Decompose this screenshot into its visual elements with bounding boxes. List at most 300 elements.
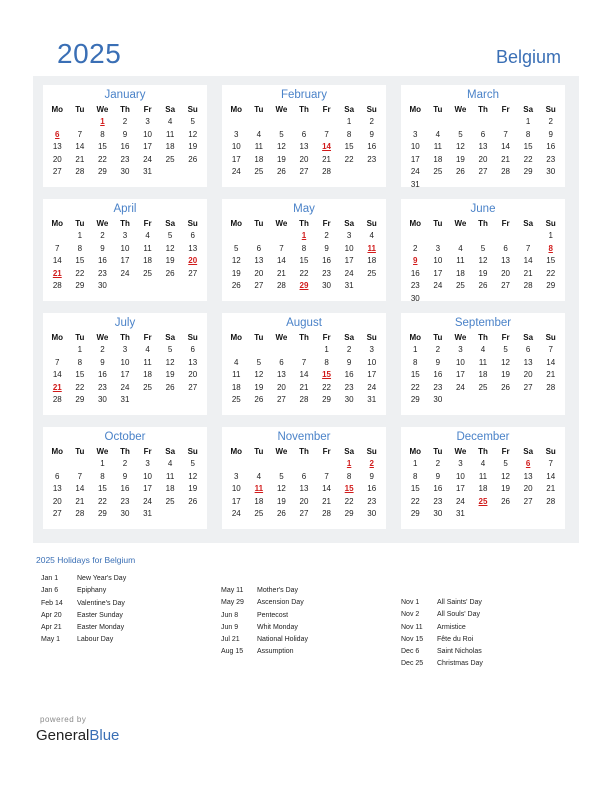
holiday-day-cell: 9 [413, 256, 418, 265]
day-cell: 4 [256, 129, 262, 139]
day-cell: 23 [433, 496, 443, 506]
day-cell: 3 [234, 471, 239, 481]
day-cell: 21 [523, 268, 533, 278]
holiday-day-cell: 14 [322, 142, 332, 151]
day-cell: 14 [322, 484, 332, 493]
day-cell: 19 [188, 484, 198, 493]
day-cell: 22 [97, 496, 107, 506]
weekday-header: Tu [433, 333, 443, 342]
day-cell: 26 [165, 268, 175, 278]
holiday-row [221, 597, 308, 609]
day-cell: 9 [122, 129, 128, 139]
day-cell: 12 [501, 471, 511, 481]
day-cell: 2 [435, 459, 441, 468]
weekday-header: Fr [501, 219, 510, 228]
day-cell: 27 [299, 167, 309, 176]
day-cell: 6 [256, 243, 262, 253]
day-cell: 3 [458, 345, 463, 354]
day-cell: 2 [100, 231, 105, 240]
day-cell: 29 [322, 395, 332, 404]
day-cell: 16 [120, 142, 130, 151]
day-cell: 23 [120, 496, 130, 506]
weekday-header: Su [187, 219, 198, 228]
day-cell: 1 [413, 459, 418, 468]
weekday-header: Th [299, 219, 309, 228]
weekday-header: Sa [523, 219, 534, 228]
day-cell: 18 [143, 256, 153, 265]
day-cell: 2 [122, 459, 128, 468]
day-cell: 19 [478, 268, 488, 278]
weekday-header: Th [120, 219, 130, 228]
day-cell: 16 [410, 268, 420, 278]
day-cell: 26 [501, 496, 511, 506]
day-cell: 10 [433, 256, 443, 265]
holiday-row [221, 634, 308, 646]
day-cell: 7 [55, 243, 60, 253]
day-cell: 12 [455, 142, 465, 151]
day-cell: 5 [279, 471, 284, 481]
calendar-year: 2025 [57, 38, 122, 69]
day-cell: 16 [546, 142, 556, 151]
day-cell: 23 [120, 154, 130, 164]
day-cell: 14 [546, 357, 556, 367]
day-cell: 22 [97, 154, 107, 164]
weekday-header: Th [478, 105, 488, 114]
day-cell: 2 [435, 345, 441, 354]
empty-day-cell [472, 230, 495, 243]
holiday-day-cell: 2 [369, 459, 374, 468]
empty-day-cell [248, 116, 271, 129]
day-grid [401, 445, 565, 521]
holiday-day-cell: 6 [55, 129, 60, 139]
day-cell: 22 [523, 154, 533, 164]
empty-day-cell [225, 458, 248, 471]
day-cell: 22 [322, 382, 332, 392]
month-march [401, 85, 565, 187]
empty-day-cell [248, 458, 271, 471]
empty-day-cell [248, 230, 271, 243]
day-cell: 18 [455, 268, 465, 278]
holiday-day-cell: 21 [52, 268, 62, 278]
empty-day-cell [517, 230, 540, 243]
day-cell: 9 [435, 471, 441, 481]
day-cell: 24 [143, 496, 153, 506]
holiday-date: Aug 15 [221, 648, 244, 656]
weekday-header: Mo [409, 105, 422, 114]
weekday-header: Fr [322, 219, 331, 228]
day-cell: 24 [143, 154, 153, 164]
day-cell: 29 [75, 395, 85, 404]
weekday-header: Th [478, 219, 488, 228]
day-cell: 10 [120, 357, 130, 367]
day-cell: 28 [501, 167, 511, 176]
weekday-header: Tu [254, 105, 264, 114]
empty-day-cell [46, 344, 69, 357]
holiday-name: All Souls' Day [437, 611, 480, 619]
weekday-header: Fr [501, 333, 510, 342]
day-cell: 20 [501, 268, 511, 278]
day-cell: 29 [97, 509, 107, 518]
day-cell: 17 [344, 256, 354, 265]
month-title: February [280, 89, 328, 101]
day-cell: 28 [322, 509, 332, 518]
weekday-header: Th [299, 447, 309, 456]
holiday-column-1 [41, 573, 126, 647]
day-cell: 4 [145, 231, 150, 240]
day-cell: 10 [410, 142, 420, 151]
day-cell: 24 [344, 268, 354, 278]
day-cell: 20 [276, 382, 286, 392]
day-cell: 13 [523, 357, 533, 367]
weekday-header: Mo [230, 333, 243, 342]
month-title: June [470, 203, 496, 215]
month-august [222, 313, 386, 415]
day-cell: 21 [546, 370, 556, 379]
day-cell: 22 [344, 154, 354, 164]
day-cell: 17 [433, 268, 443, 278]
day-cell: 2 [369, 117, 374, 126]
day-cell: 14 [523, 256, 533, 265]
holiday-name: National Holiday [257, 636, 308, 644]
day-cell: 26 [231, 281, 241, 290]
day-cell: 14 [75, 484, 85, 493]
day-cell: 5 [190, 117, 195, 126]
day-cell: 27 [523, 496, 533, 506]
day-cell: 16 [433, 370, 443, 379]
day-cell: 5 [190, 459, 195, 468]
day-cell: 12 [478, 256, 488, 265]
month-title: May [293, 203, 315, 215]
day-cell: 18 [478, 484, 488, 493]
day-cell: 24 [231, 509, 241, 518]
day-cell: 23 [546, 154, 556, 164]
day-cell: 17 [231, 496, 241, 506]
day-cell: 6 [525, 345, 531, 354]
holiday-date: Nov 11 [401, 623, 423, 631]
holiday-row [401, 646, 483, 658]
holiday-date: Jan 6 [41, 587, 59, 595]
month-title: November [277, 431, 331, 443]
day-cell: 4 [167, 117, 173, 126]
day-cell: 26 [276, 509, 286, 518]
weekday-header: Fr [143, 447, 152, 456]
day-cell: 18 [367, 256, 377, 265]
weekday-header: Fr [501, 447, 510, 456]
month-title: August [286, 317, 322, 329]
day-cell: 2 [413, 243, 418, 253]
day-cell: 14 [52, 256, 62, 265]
day-cell: 20 [523, 484, 533, 493]
weekday-header: Mo [230, 105, 243, 114]
holiday-name: Easter Monday [77, 624, 125, 632]
weekday-header: Su [545, 219, 556, 228]
day-cell: 22 [410, 382, 420, 392]
day-cell: 7 [503, 129, 508, 139]
day-cell: 30 [97, 395, 107, 404]
day-cell: 7 [55, 357, 60, 367]
day-cell: 14 [501, 142, 511, 151]
day-cell: 11 [456, 256, 465, 265]
holiday-name: Christmas Day [437, 660, 483, 668]
day-cell: 23 [433, 382, 443, 392]
weekday-header: Th [299, 333, 309, 342]
day-cell: 27 [501, 281, 511, 290]
day-cell: 12 [276, 484, 286, 493]
weekday-header: Sa [344, 105, 355, 114]
day-cell: 23 [410, 281, 420, 290]
day-cell: 6 [301, 129, 307, 139]
day-cell: 27 [276, 395, 286, 404]
holiday-name: All Saints' Day [437, 599, 482, 606]
day-cell: 31 [143, 167, 153, 176]
day-cell: 15 [299, 256, 309, 265]
weekday-header: Sa [165, 219, 176, 228]
month-title: September [454, 317, 512, 329]
day-cell: 4 [458, 243, 463, 253]
month-october [43, 427, 207, 529]
empty-day-cell [270, 458, 293, 471]
day-grid [222, 445, 386, 521]
weekday-header: Fr [501, 105, 510, 114]
holiday-date: Dec 6 [401, 648, 420, 656]
day-cell: 9 [548, 129, 553, 139]
holiday-day-cell: 21 [52, 382, 62, 392]
holiday-date: Jul 21 [221, 636, 240, 644]
day-cell: 17 [120, 370, 130, 379]
day-cell: 14 [52, 370, 62, 379]
month-july [43, 313, 207, 415]
day-grid [43, 331, 207, 407]
weekday-header: We [275, 219, 288, 228]
weekday-header: Sa [523, 333, 534, 342]
empty-day-cell [293, 458, 316, 471]
holiday-row [41, 573, 126, 585]
empty-day-cell [69, 458, 92, 471]
weekday-header: Fr [143, 105, 152, 114]
day-cell: 9 [369, 471, 374, 481]
day-cell: 19 [165, 370, 175, 379]
day-cell: 5 [167, 231, 173, 240]
day-cell: 21 [546, 484, 556, 493]
empty-day-cell [293, 116, 316, 129]
day-grid [222, 217, 386, 293]
weekday-header: Th [120, 105, 130, 114]
day-cell: 13 [52, 484, 62, 493]
day-cell: 15 [410, 484, 420, 493]
weekday-header: We [454, 447, 467, 456]
calendar-panel [33, 76, 579, 543]
empty-day-cell [46, 230, 69, 243]
day-cell: 20 [254, 268, 264, 278]
day-cell: 17 [143, 142, 153, 151]
weekday-header: Su [545, 105, 556, 114]
day-cell: 18 [231, 382, 241, 392]
weekday-header: Su [366, 447, 377, 456]
day-grid [43, 103, 207, 179]
day-cell: 5 [279, 129, 284, 139]
holiday-date: Nov 15 [401, 635, 424, 643]
empty-day-cell [427, 230, 450, 243]
day-cell: 16 [322, 256, 332, 265]
day-cell: 12 [501, 357, 511, 367]
day-cell: 27 [523, 382, 533, 392]
holiday-name: Assumption [257, 648, 294, 656]
day-cell: 27 [52, 167, 62, 176]
day-cell: 7 [548, 345, 553, 354]
day-cell: 9 [435, 357, 441, 367]
day-cell: 17 [120, 256, 130, 265]
day-cell: 11 [165, 471, 175, 481]
day-cell: 18 [143, 370, 153, 379]
day-cell: 8 [346, 129, 352, 139]
holiday-row [401, 609, 483, 621]
day-cell: 3 [413, 129, 418, 139]
day-cell: 30 [546, 167, 556, 176]
day-cell: 19 [276, 496, 286, 506]
month-june [401, 199, 565, 301]
day-cell: 4 [145, 345, 150, 354]
day-cell: 25 [231, 395, 241, 404]
weekday-header: We [275, 447, 288, 456]
weekday-header: We [275, 333, 288, 342]
holiday-row [401, 597, 483, 609]
weekday-header: Tu [254, 333, 264, 342]
day-cell: 12 [165, 357, 175, 367]
month-december [401, 427, 565, 529]
day-cell: 9 [100, 243, 105, 253]
day-cell: 24 [433, 281, 443, 290]
day-cell: 24 [231, 167, 241, 176]
weekday-header: Su [187, 105, 198, 114]
holiday-day-cell: 11 [367, 243, 376, 253]
day-cell: 26 [501, 382, 511, 392]
holiday-date: May 29 [221, 599, 244, 607]
day-grid [222, 331, 386, 407]
weekday-header: Mo [409, 447, 422, 456]
day-cell: 29 [523, 167, 533, 176]
day-grid [401, 217, 565, 305]
brand-logo[interactable] [36, 727, 119, 744]
day-cell: 28 [52, 395, 62, 404]
day-cell: 28 [523, 281, 533, 290]
month-grid [43, 85, 565, 529]
day-cell: 6 [190, 345, 195, 354]
day-cell: 5 [256, 357, 262, 367]
empty-day-cell [225, 344, 248, 357]
empty-day-cell [248, 344, 271, 357]
empty-day-cell [270, 116, 293, 129]
day-cell: 20 [188, 370, 198, 379]
weekday-header: Tu [254, 447, 264, 456]
weekday-header: We [454, 333, 467, 342]
weekday-header: We [96, 333, 109, 342]
day-cell: 18 [165, 484, 175, 493]
day-cell: 30 [410, 293, 420, 303]
day-cell: 11 [165, 129, 175, 139]
day-cell: 3 [122, 231, 128, 240]
day-cell: 15 [97, 142, 107, 151]
day-cell: 25 [367, 268, 377, 278]
day-cell: 14 [299, 370, 309, 379]
holiday-day-cell: 1 [301, 231, 307, 240]
holiday-day-cell: 6 [525, 459, 531, 468]
month-title: October [104, 431, 146, 443]
day-cell: 13 [523, 471, 533, 481]
day-cell: 31 [120, 395, 130, 404]
month-april [43, 199, 207, 301]
day-grid [222, 103, 386, 179]
day-cell: 26 [478, 281, 488, 290]
day-cell: 14 [276, 256, 286, 265]
holiday-row [41, 634, 126, 646]
weekday-header: Sa [344, 447, 355, 456]
day-cell: 3 [145, 459, 150, 468]
day-cell: 21 [299, 382, 309, 392]
day-cell: 17 [367, 370, 377, 379]
day-cell: 19 [165, 256, 175, 265]
day-cell: 20 [52, 154, 62, 164]
holiday-row [41, 622, 126, 634]
empty-day-cell [404, 116, 427, 129]
day-cell: 10 [455, 357, 465, 367]
day-cell: 12 [165, 243, 175, 253]
day-cell: 9 [100, 357, 105, 367]
weekday-header: Th [120, 447, 130, 456]
day-cell: 26 [276, 167, 286, 176]
holiday-column-2 [221, 585, 308, 659]
day-cell: 2 [100, 345, 105, 354]
day-grid [401, 331, 565, 407]
month-title: July [114, 317, 136, 329]
day-cell: 9 [346, 357, 352, 367]
day-cell: 19 [501, 484, 511, 493]
holiday-row [41, 598, 126, 610]
day-cell: 5 [503, 459, 508, 468]
day-cell: 23 [344, 382, 354, 392]
day-cell: 8 [100, 471, 105, 481]
day-cell: 29 [344, 509, 354, 518]
weekday-header: Th [299, 105, 309, 114]
day-cell: 7 [525, 243, 531, 253]
day-cell: 24 [120, 382, 130, 392]
day-cell: 29 [546, 281, 556, 290]
holiday-name: Armistice [437, 623, 466, 631]
day-cell: 13 [478, 142, 488, 151]
day-cell: 2 [122, 117, 128, 126]
day-cell: 3 [369, 345, 374, 354]
weekday-header: Tu [75, 105, 85, 114]
day-cell: 5 [167, 345, 173, 354]
day-cell: 12 [276, 142, 286, 151]
day-cell: 31 [367, 395, 377, 404]
day-cell: 5 [480, 243, 486, 253]
day-cell: 11 [478, 471, 488, 481]
holiday-day-cell: 1 [346, 459, 352, 468]
day-cell: 2 [548, 117, 553, 126]
holiday-row [41, 585, 126, 597]
day-cell: 10 [455, 471, 465, 481]
day-cell: 30 [367, 509, 377, 518]
month-title: March [467, 89, 499, 101]
weekday-header: Sa [344, 219, 355, 228]
day-cell: 16 [433, 484, 443, 493]
weekday-header: Tu [75, 447, 85, 456]
day-cell: 27 [52, 509, 62, 518]
day-cell: 15 [523, 142, 533, 151]
weekday-header: Fr [143, 333, 152, 342]
weekday-header: Mo [51, 105, 64, 114]
day-cell: 7 [548, 459, 553, 468]
